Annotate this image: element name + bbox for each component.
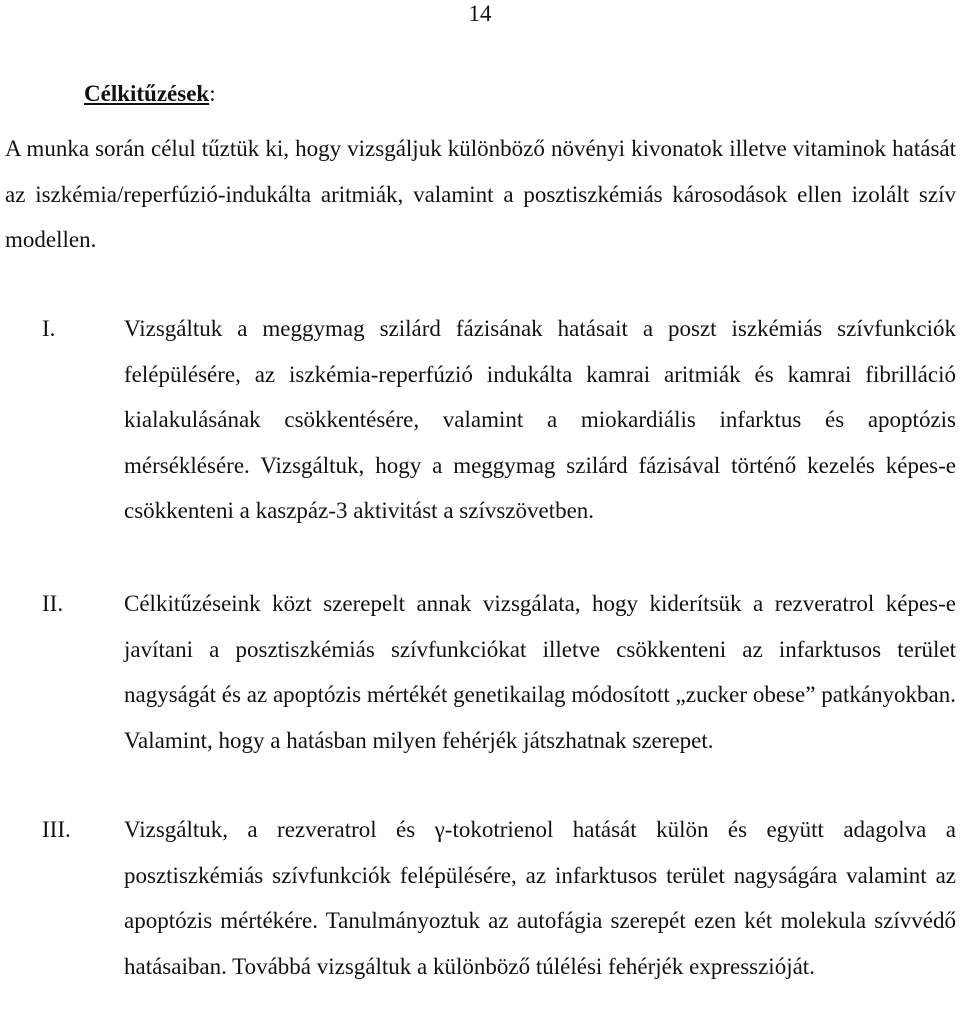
section-heading xyxy=(84,80,216,108)
objective-numeral: II. xyxy=(42,591,64,616)
objective-text: Vizsgáltuk, a rezveratrol és γ-tokotrienol hatását külön és együtt adagolva a posztiszkémiás szívfunkciók felépülésére, az infarktusos terület nagyságára valamint az apoptózis mértékére. Tanulmányoztuk az autofágia szerepét ezen két molekula szívvédő hatásaiban. Továbbá vizsgáltuk a különböző túlélési fehérjék expresszióját. xyxy=(124,817,956,979)
objective-numeral: III. xyxy=(42,817,71,842)
objective-text: Vizsgáltuk a meggymag szilárd fázisának hatásait a poszt iszkémiás szívfunkciók felépülésére, az iszkémia-reperfúzió indukálta kamrai aritmiák és kamrai fibrilláció kialakulásának csökkentésére, valamint a miokardiális infarktus és apoptózis mérséklésére. Vizsgáltuk, hogy a meggymag szilárd fázisával történő kezelés képes-e csökkenteni a kaszpáz-3 aktivitást a szívszövetben. xyxy=(124,316,956,523)
objective-text: Célkitűzéseink közt szerepelt annak vizsgálata, hogy kiderítsük a rezveratrol képes-e javítani a posztiszkémiás szívfunkciókat illetve csökkenteni az infarktusos terület nagyságát és az apoptózis mértékét genetikailag módosított „zucker obese” patkányokban. Valamint, hogy a hatásban milyen fehérjék játszhatnak szerepet. xyxy=(124,591,956,753)
page-number: 14 xyxy=(468,1,492,26)
section-heading-colon: : xyxy=(209,81,216,106)
section-heading-title: Célkitűzések xyxy=(84,81,210,106)
objective-numeral: I. xyxy=(42,316,56,341)
intro-paragraph: A munka során célul tűztük ki, hogy vizsgáljuk különböző növényi kivonatok illetve vitaminok hatását az iszkémia/reperfúzió-indukálta aritmiák, valamint a posztiszkémiás károsodások ellen izolált szív modellen. xyxy=(5,136,956,252)
